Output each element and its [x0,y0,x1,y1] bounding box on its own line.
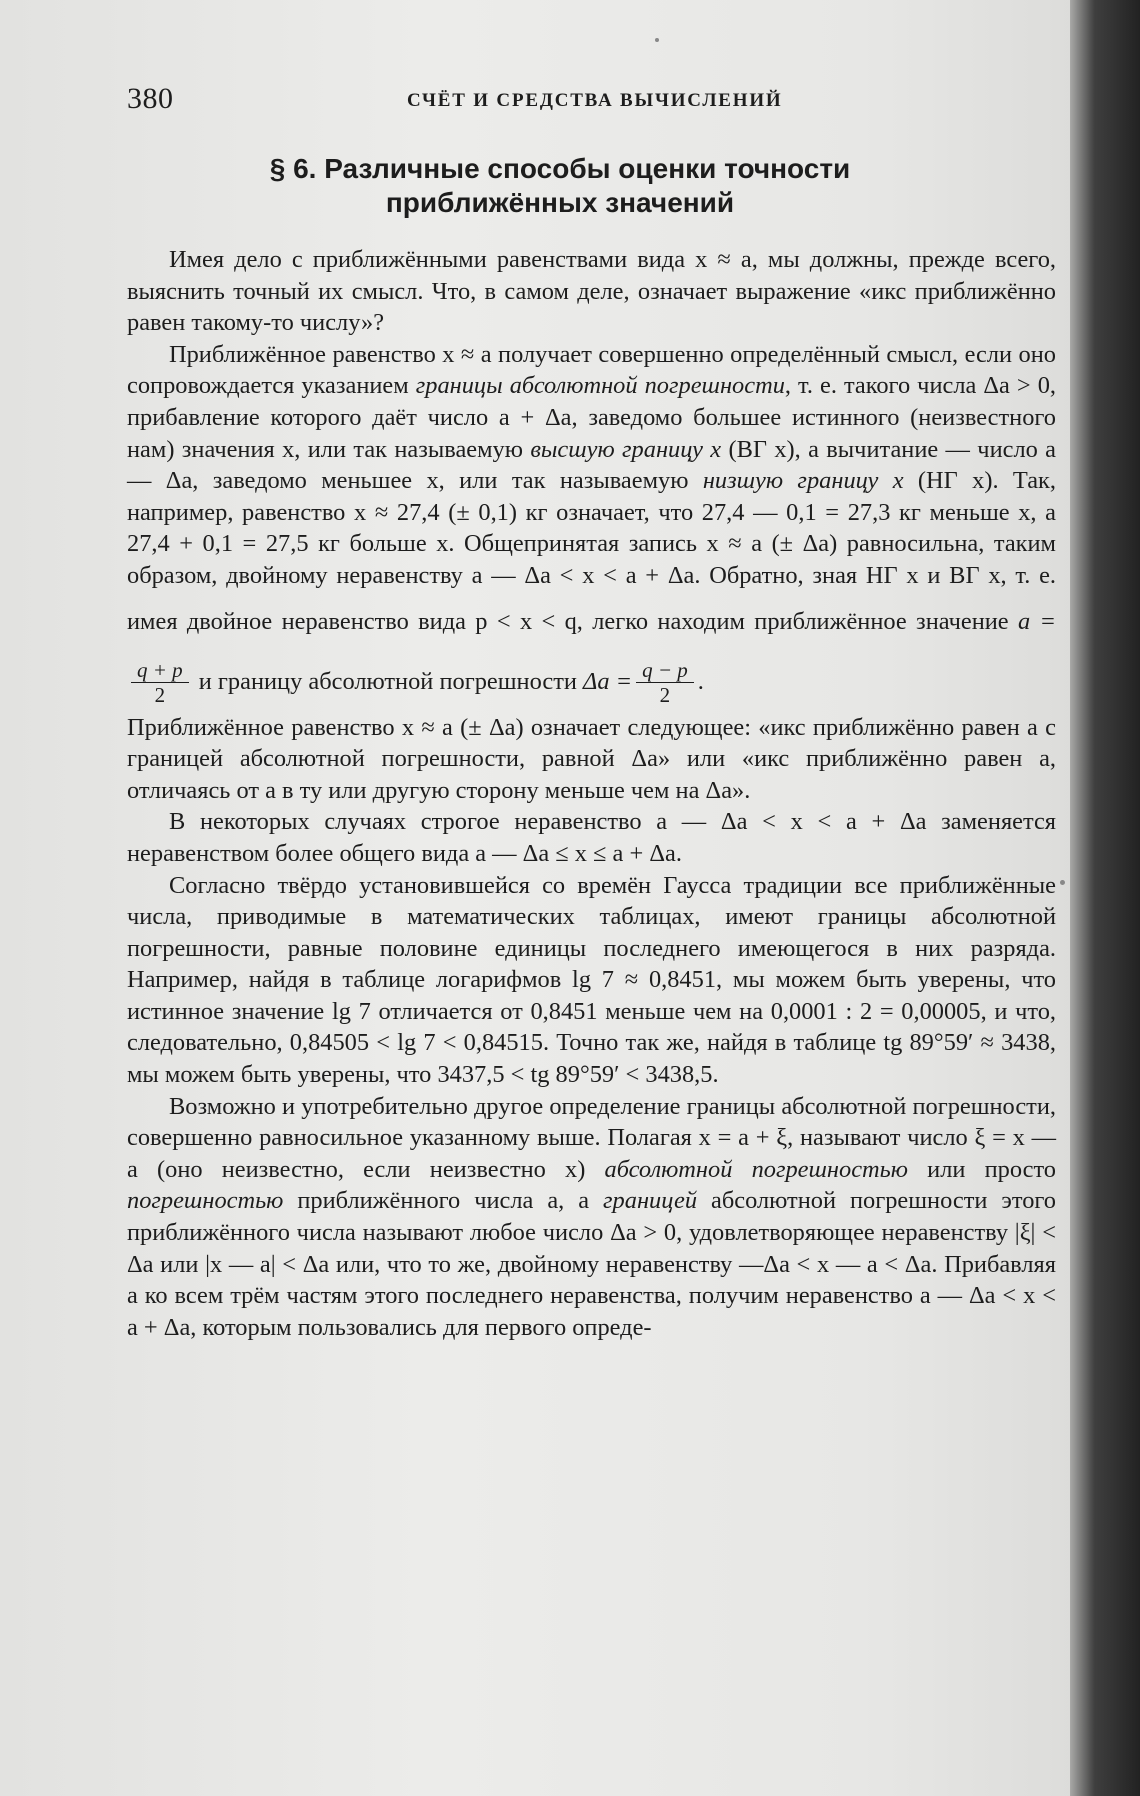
section-title-line-1: § 6. Различные способы оценки точности [269,153,851,184]
fraction-denominator: 2 [659,683,671,708]
fraction-q-minus-p [636,658,694,707]
section-title-line-2: приближённых значений [385,187,735,218]
paragraph-1: Имея дело с приближёнными равенствами вида x ≈ a, мы должны, прежде всего, выяснить точный их смысл. Что, в самом деле, означает выражение «икс приближённо равен такому-то числу»? [127,246,1056,337]
paragraph-2-text-6: . [697,667,704,695]
running-title: СЧЁТ И СРЕДСТВА ВЫЧИСЛЕНИЙ [407,90,783,111]
page-number: 380 [127,82,174,115]
paragraph-2-text-4: (НГ x). Так, например, равенство x ≈ 27,4 (± 0,1) кг означает, что 27,4 — 0,1 = 27,3 кг меньше x, а 27,4 + 0,1 = 27,5 кг больше x. Общепринятая запись x ≈ a (± Δa) равносильна, таким образом, двойному неравенству a — Δa < x < a + Δa. Обратно, зная НГ x и ВГ x, т. е. имея двойное неравенство вида p < x < q, легко находим приближённое значение [127,467,1056,635]
paragraph-6 [127,1091,1056,1344]
paragraph-6-text-4: абсолютной погрешности этого приближённого числа называют любое число Δa > 0, удовлетворяющее неравенству |ξ| < Δa или |x — a| < Δa или, что то же, двойному неравенству —Δa < x — a < Δa. Прибавляя a ко всем трём частям этого последнего неравенства, получим неравенство a — Δa < x < a + Δa, которым пользовались для первого опреде- [127,1187,1056,1341]
term-bound: границей [603,1187,698,1215]
running-head [127,82,1057,122]
fraction-numerator: q − p [636,658,694,683]
formula-a-label: a = [1017,607,1056,635]
paragraph-4: В некоторых случаях строгое неравенство a — Δa < x < a + Δa заменяется неравенством более общего вида a — Δa ≤ x ≤ a + Δa. [127,808,1056,867]
paragraph-2-text-2: , т. е. такого числа Δa > 0, прибавление которого даёт число a + Δa, заведомо большее истинного (неизвестного нам) значения x, или так называемую [127,372,1057,463]
body-text [127,244,1056,1343]
term-absolute-error: абсолютной погрешностью [604,1155,908,1183]
fraction-q-plus-p [131,658,189,707]
paragraph-5: Согласно твёрдо установившейся со времён Гаусса традиции все приближённые числа, приводимые в математических таблицах, имеют границы абсолютной погрешности, равные половине единицы последнего имеющегося в них разряда. Например, найдя в таблице логарифмов lg 7 ≈ 0,8451, мы можем быть уверены, что истинное значение lg 7 отличается от 0,8451 меньше чем на 0,0001 : 2 = 0,00005, и что, следовательно, 0,84505 < lg 7 < 0,84515. Точно так же, найдя в таблице tg 89°59′ ≈ 3438, мы можем быть уверены, что 3437,5 < tg 89°59′ < 3438,5. [127,871,1056,1089]
paragraph-3: Приближённое равенство x ≈ a (± Δa) означает следующее: «икс приближённо равен a с границей абсолютной погрешности, равной Δa» или «икс приближённо равен a, отличаясь от a в ту или другую сторону меньше чем на Δa». [127,713,1056,804]
paragraph-2-text-5: и границу абсолютной погрешности [192,667,584,695]
paragraph-2-text-1: Приближённое равенство x ≈ a получает совершенно определённый смысл, если оно сопровождается указанием [127,340,1056,400]
section-heading [160,152,960,220]
formula-delta-a-label: Δa = [583,667,633,695]
paragraph-6-text-3: приближённого числа a, а [283,1187,604,1215]
term-upper-bound: высшую границу x [530,435,722,463]
paragraph-2 [127,339,1056,712]
fraction-denominator: 2 [154,683,166,708]
page-edge-shadow [1070,0,1140,1796]
term-absolute-error-bound: границы абсолютной погрешности [415,372,785,400]
fraction-numerator: q + p [131,658,189,683]
term-lower-bound: низшую границу x [702,467,904,495]
paper-speck [655,38,659,42]
term-error: погрешностью [127,1187,284,1215]
paper-speck [1060,880,1065,885]
paragraph-2-text-3: (ВГ x), а вычитание — число a — Δa, заведомо меньшее x, или так называемую [127,435,1056,495]
paragraph-6-text-1: Возможно и употребительно другое определение границы абсолютной погрешности, совершенно равносильное указанному выше. Полагая x = a + ξ, называют число ξ = x — a (оно неизвестно, если неизвестно x) [127,1092,1056,1183]
paragraph-6-text-2: или просто [907,1155,1056,1183]
